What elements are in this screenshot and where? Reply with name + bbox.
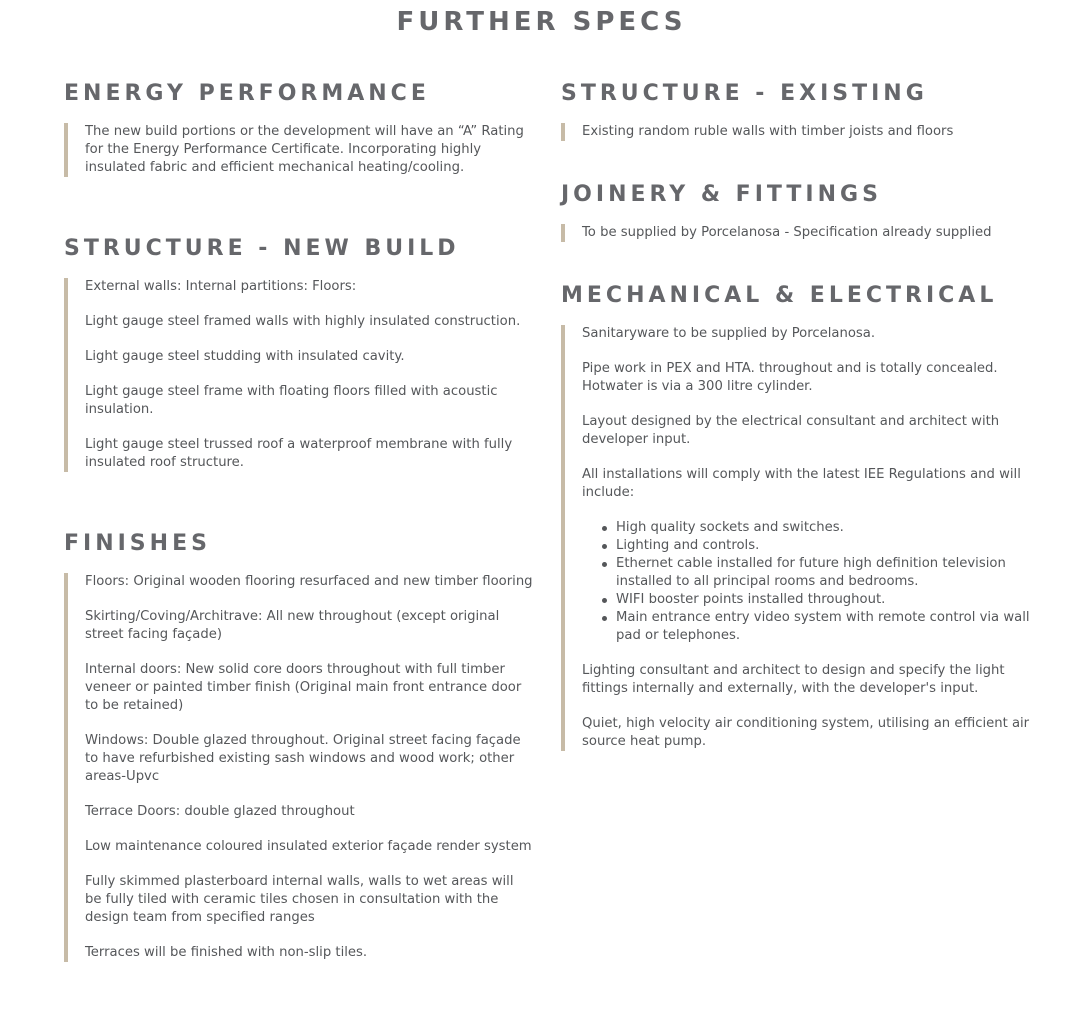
structure-new-build-section: [64, 235, 534, 472]
list-item: WIFI booster points installed throughout.: [616, 591, 1031, 609]
section-heading: STRUCTURE - EXISTING: [561, 81, 928, 106]
paragraph: External walls: Internal partitions: Floors:: [85, 279, 357, 294]
finishes-section: [64, 530, 534, 962]
section-heading: ENERGY PERFORMANCE: [64, 81, 430, 106]
paragraph: Existing random ruble walls with timber joists and floors: [582, 124, 954, 139]
paragraph: Floors: Original wooden flooring resurfaced and new timber flooring: [85, 574, 533, 589]
paragraph: Internal doors: New solid core doors throughout with full timber veneer or painted timber finish (Original main front entrance door to be retained): [85, 662, 522, 713]
section-body: [64, 278, 534, 472]
paragraph: Lighting consultant and architect to design and specify the light fittings internally and externally, with the developer's input.: [582, 663, 1005, 696]
section-body: [561, 123, 1031, 141]
paragraph: Fully skimmed plasterboard internal walls, walls to wet areas will be fully tiled with ceramic tiles chosen in consultation with the design team from specified ranges: [85, 874, 514, 925]
list-item: High quality sockets and switches.: [616, 519, 1031, 537]
paragraph: Light gauge steel studding with insulated cavity.: [85, 349, 405, 364]
paragraph: To be supplied by Porcelanosa - Specification already supplied: [582, 225, 992, 240]
list-item: Main entrance entry video system with remote control via wall pad or telephones.: [616, 610, 1030, 643]
paragraph: Terrace Doors: double glazed throughout: [85, 804, 355, 819]
page-title: FURTHER SPECS: [396, 7, 687, 37]
list-item: Ethernet cable installed for future high definition television installed to all principal rooms and bedrooms.: [616, 555, 1031, 591]
section-heading: JOINERY & FITTINGS: [561, 182, 882, 207]
section-heading: STRUCTURE - NEW BUILD: [64, 236, 460, 261]
paragraph: Layout designed by the electrical consultant and architect with developer input.: [582, 414, 1000, 447]
paragraph: All installations will comply with the latest IEE Regulations and will include:: [582, 467, 1021, 500]
paragraph: Sanitaryware to be supplied by Porcelanosa.: [582, 326, 876, 341]
list-item: Lighting and controls.: [616, 537, 1031, 555]
paragraph: Skirting/Coving/Architrave: All new throughout (except original street facing façade): [85, 609, 500, 642]
section-body: [561, 325, 1031, 751]
section-body: [64, 123, 534, 177]
structure-existing-section: [561, 80, 1031, 141]
paragraph: The new build portions or the development will have an “A” Rating for the Energy Performance Certificate. Incorporating highly insulated fabric and efficient mechanical heating/cooling.: [85, 124, 524, 175]
joinery-fittings-section: [561, 181, 1031, 242]
mechanical-electrical-section: [561, 282, 1031, 751]
paragraph: Quiet, high velocity air conditioning system, utilising an efficient air source heat pump.: [582, 716, 1030, 749]
section-body: [561, 224, 1031, 242]
section-heading: MECHANICAL & ELECTRICAL: [561, 283, 998, 308]
section-body: [64, 573, 534, 962]
paragraph: Light gauge steel frame with floating floors filled with acoustic insulation.: [85, 384, 498, 417]
paragraph: Terraces will be finished with non-slip tiles.: [85, 945, 368, 960]
paragraph: Windows: Double glazed throughout. Original street facing façade to have refurbished existing sash windows and wood work; other areas-Upvc: [85, 733, 521, 784]
installation-list: [582, 519, 1031, 645]
paragraph: Low maintenance coloured insulated exterior façade render system: [85, 839, 532, 854]
paragraph: Light gauge steel framed walls with highly insulated construction.: [85, 314, 521, 329]
paragraph: Light gauge steel trussed roof a waterproof membrane with fully insulated roof structure.: [85, 437, 513, 470]
section-heading: FINISHES: [64, 531, 211, 556]
paragraph: Pipe work in PEX and HTA. throughout and is totally concealed. Hotwater is via a 300 litre cylinder.: [582, 361, 998, 394]
energy-performance-section: [64, 80, 534, 177]
